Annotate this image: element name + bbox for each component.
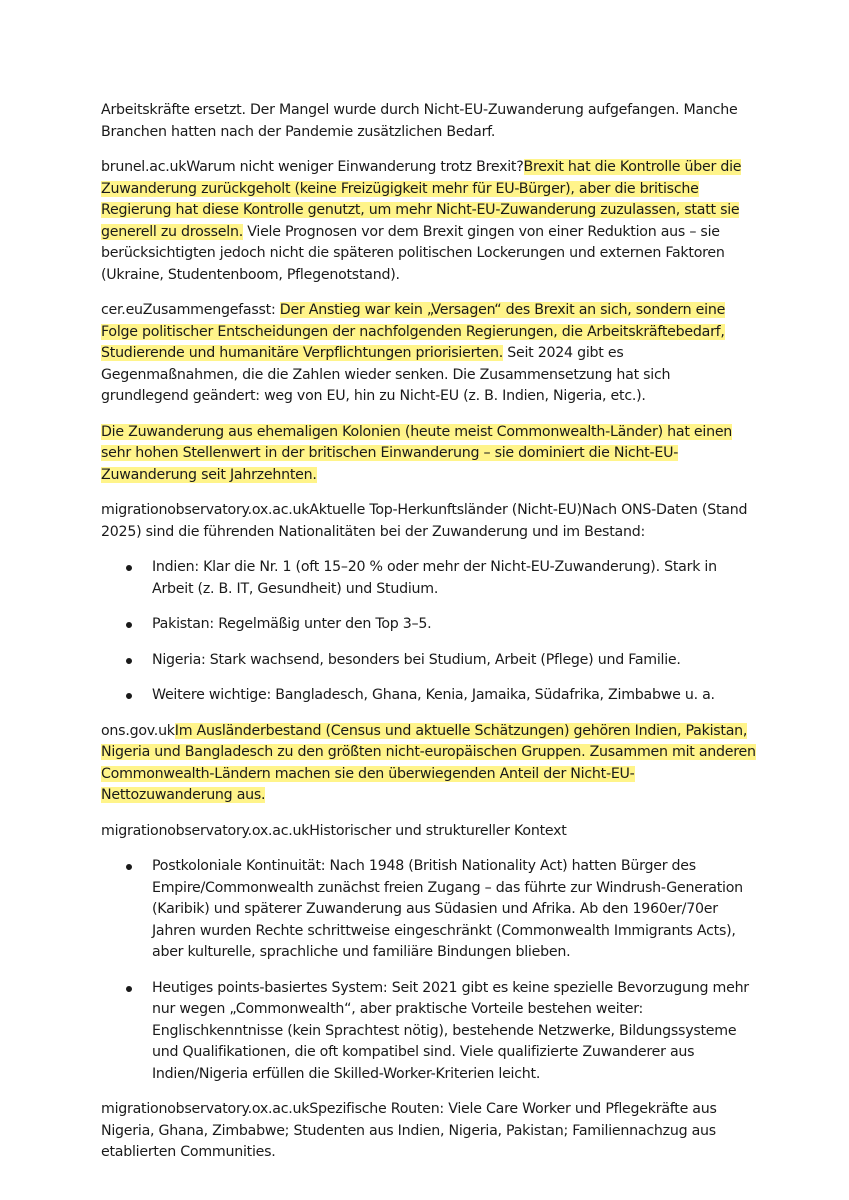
source-ons: ons.gov.uk — [101, 722, 175, 739]
paragraph-text: Seit 2024 gibt es Gegenmaßnahmen, die die Zahlen wieder senken. Die Zusammensetzung hat sich grundlegend geändert: weg von EU, hin zu Nicht-EU (z. B. Indien, Nigeria, etc.). — [101, 345, 671, 404]
list-item-points-system: Heutiges points-basiertes System: Seit 2021 gibt es keine spezielle Bevorzugung mehr nur wegen „Commonwealth“, aber praktische Vorteile bestehen weiter: Englischkenntnisse (kein Sprachtest nötig), bestehende Netzwerke, Bildungssysteme und Qualifikationen, die oft kompatibel sind. Viele qualifizierte Zuwanderer aus Indien/Nigeria erfüllen die Skilled-Worker-Kriterien leicht. — [152, 978, 761, 1086]
paragraph-specific-routes: migrationobservatory.ox.ac.ukSpezifische Routen: Viele Care Worker und Pflegekräfte aus Nigeria, Ghana, Zimbabwe; Studenten aus Indien, Nigeria, Pakistan; Familiennachzug aus etablierten Communities. — [101, 1101, 717, 1160]
paragraph-labor-shortage: Arbeitskräfte ersetzt. Der Mangel wurde durch Nicht-EU-Zuwanderung aufgefangen. Manche Branchen hatten nach der Pandemie zusätzlichen Bedarf. — [101, 102, 738, 140]
source-brunel: brunel.ac.ukWarum nicht weniger Einwanderung trotz Brexit? — [101, 159, 524, 175]
paragraph-historical-context-heading: migrationobservatory.ox.ac.ukHistorischer und struktureller Kontext — [101, 822, 567, 839]
document-page — [101, 100, 761, 1178]
list-item-india: Indien: Klar die Nr. 1 (oft 15–20 % oder mehr der Nicht-EU-Zuwanderung). Stark in Arbeit (z. B. IT, Gesundheit) und Studium. — [152, 557, 761, 600]
source-cer: cer.euZusammengefasst: — [101, 302, 280, 318]
list-item-postcolonial: Postkoloniale Kontinuität: Nach 1948 (British Nationality Act) hatten Bürger des Empire/Commonwealth zunächst freien Zugang – das führte zur Windrush-Generation (Karibik) und späterer Zuwanderung aus Südasien und Afrika. Ab den 1960er/70er Jahren wurden Rechte schrittweise eingeschränkt (Commonwealth Immigrants Acts), aber kulturelle, sprachliche und familiäre Bindungen blieben. — [152, 856, 761, 964]
paragraph-brexit-control — [101, 157, 761, 286]
highlighted-text: Die Zuwanderung aus ehemaligen Kolonien (heute meist Commonwealth-Länder) hat einen sehr hohen Stellenwert in der britischen Einwanderung – sie dominiert die Nicht-EU-Zuwanderung seit Jahrzehnten. — [101, 423, 733, 483]
highlighted-text: Brexit hat die Kontrolle über die Zuwanderung zurückgeholt (keine Freizügigkeit mehr für EU-Bürger), aber die britische Regierung hat diese Kontrolle genutzt, um mehr Nicht-EU-Zuwanderung zuzulassen, statt sie generell zu drosseln. — [101, 159, 742, 240]
historical-context-list — [101, 856, 761, 1085]
paragraph-text: Viele Prognosen vor dem Brexit gingen von einer Reduktion aus – sie berücksichtigten jedoch nicht die späteren politischen Lockerungen und externen Faktoren (Ukraine, Studentenboom, Pflegenotstand). — [101, 223, 725, 283]
highlighted-text: Im Ausländerbestand (Census und aktuelle Schätzungen) gehören Indien, Pakistan, Nigeria und Bangladesch zu den größten nicht-europäischen Gruppen. Zusammen mit anderen Commonwealth-Ländern machen sie den überwiegenden Anteil der Nicht-EU-Nettozuwanderung aus. — [101, 722, 756, 803]
paragraph-summary — [101, 300, 761, 408]
origin-countries-list — [101, 557, 761, 707]
paragraph-colonies — [101, 422, 761, 487]
highlighted-text: Der Anstieg war kein „Versagen“ des Brexit an sich, sondern eine Folge politischer Entscheidungen der nachfolgenden Regierungen, die Arbeitskräftebedarf, Studierende und humanitäre Verpflichtungen priorisierten. — [101, 302, 726, 361]
list-item-nigeria: Nigeria: Stark wachsend, besonders bei Studium, Arbeit (Pflege) und Familie. — [152, 650, 761, 672]
list-item-pakistan: Pakistan: Regelmäßig unter den Top 3–5. — [152, 614, 761, 636]
list-item-other-countries: Weitere wichtige: Bangladesch, Ghana, Kenia, Jamaika, Südafrika, Zimbabwe u. a. — [152, 685, 761, 707]
paragraph-foreign-population — [101, 721, 761, 807]
paragraph-top-origin-countries: migrationobservatory.ox.ac.ukAktuelle Top-Herkunftsländer (Nicht-EU)Nach ONS-Daten (Stand 2025) sind die führenden Nationalitäten bei der Zuwanderung und im Bestand: — [101, 502, 748, 540]
